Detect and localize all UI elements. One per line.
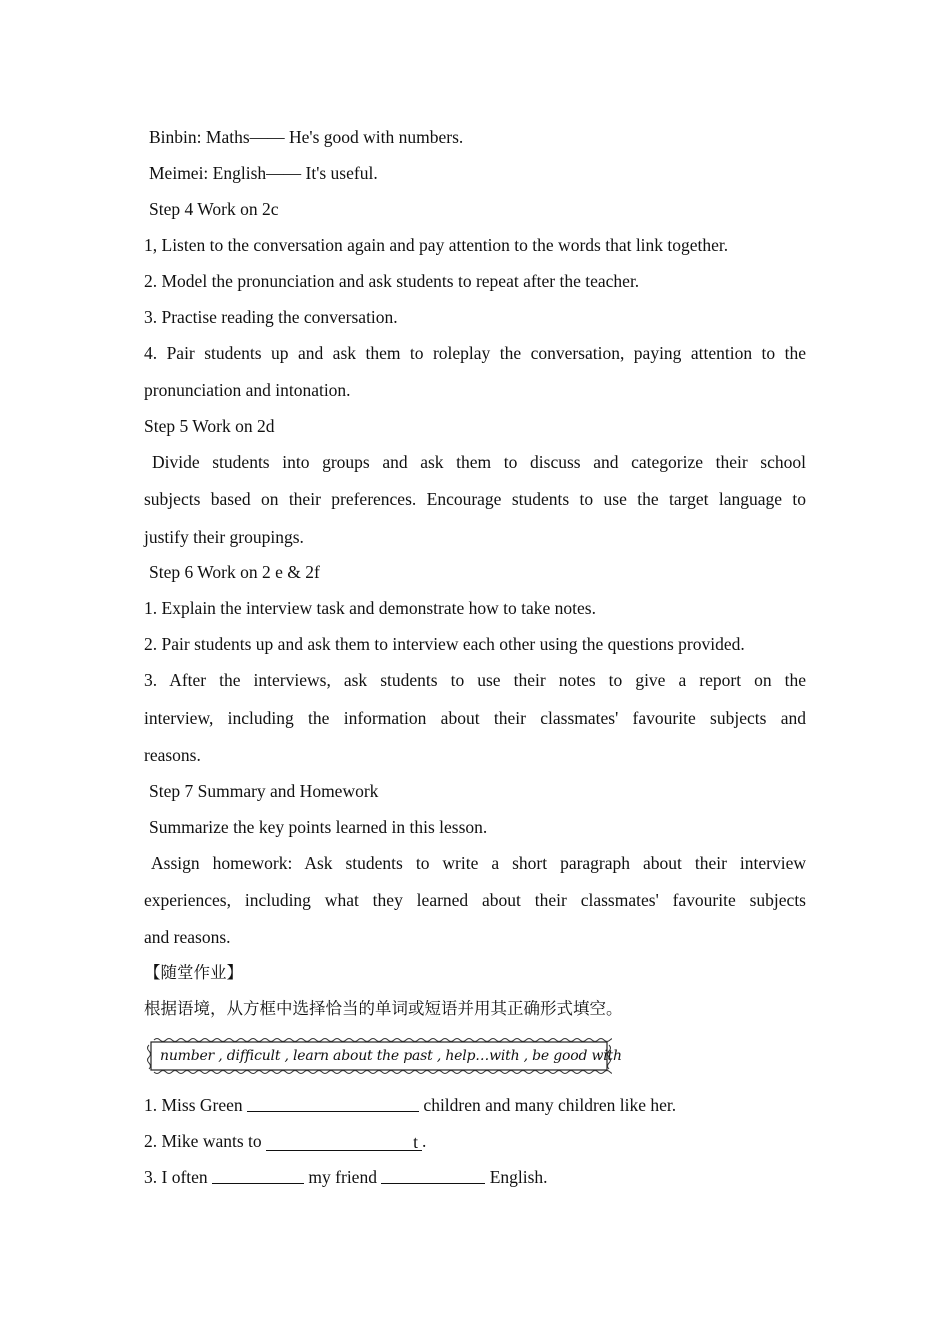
step4-item-3: 3. Practise reading the conversation. <box>144 307 398 327</box>
step5-para-line3: justify their groupings. <box>144 527 304 547</box>
step6-item-2: 2. Pair students up and ask them to interview each other using the questions provided. <box>144 634 745 654</box>
question-1-prefix: 1. Miss Green <box>144 1095 243 1115</box>
step5-heading: Step 5 Work on 2d <box>144 416 275 436</box>
step7-summary: Summarize the key points learned in this lesson. <box>149 817 488 837</box>
question-1 <box>144 1095 806 1115</box>
exercise-instruction: 根据语境，从方框中选择恰当的单词或短语并用其正确形式填空。 <box>144 999 623 1018</box>
question-3 <box>144 1167 806 1187</box>
step6-item-3-line1: 3. After the interviews, ask students to use their notes to give a report on the <box>144 670 806 690</box>
question-2-hint-letter: t <box>413 1132 419 1152</box>
step7-homework-line3: and reasons. <box>144 927 231 947</box>
word-bank-text: number , difficult , learn about the past , help…with , be good with <box>160 1048 622 1064</box>
step4-heading: Step 4 Work on 2c <box>149 199 279 219</box>
question-3-middle: my friend <box>308 1167 377 1187</box>
step7-homework-line2: experiences, including what they learned about their classmates' favourite subjects <box>144 890 806 910</box>
step4-item-1: 1, Listen to the conversation again and pay attention to the words that link together. <box>144 235 729 255</box>
step7-heading: Step 7 Summary and Homework <box>149 781 379 801</box>
step4-item-4-line2: pronunciation and intonation. <box>144 380 351 400</box>
step5-para-line2: subjects based on their preferences. Encourage students to use the target language to <box>144 489 806 509</box>
step6-item-1: 1. Explain the interview task and demonstrate how to take notes. <box>144 598 596 618</box>
dialogue-line-binbin: Binbin: Maths—— He's good with numbers. <box>149 127 464 147</box>
question-2 <box>144 1131 806 1151</box>
dialogue-line-meimei: Meimei: English—— It's useful. <box>149 163 378 183</box>
question-1-suffix: children and many children like her. <box>423 1095 677 1115</box>
step6-item-3-line2: interview, including the information about their classmates' favourite subjects and <box>144 708 806 728</box>
question-3-blank-1[interactable] <box>212 1167 304 1184</box>
question-3-prefix: 3. I often <box>144 1167 208 1187</box>
word-bank-box <box>146 1037 622 1075</box>
step6-heading: Step 6 Work on 2 e & 2f <box>149 562 320 582</box>
step4-item-2: 2. Model the pronunciation and ask students to repeat after the teacher. <box>144 271 640 291</box>
step5-para-line1: Divide students into groups and ask them to discuss and categorize their school <box>152 452 806 472</box>
question-2-prefix: 2. Mike wants to <box>144 1131 262 1151</box>
question-2-blank[interactable] <box>266 1134 422 1151</box>
exercise-heading: 【随堂作业】 <box>144 963 243 982</box>
question-3-blank-2[interactable] <box>381 1167 485 1184</box>
question-3-suffix: English. <box>489 1167 548 1187</box>
step4-item-4-line1: 4. Pair students up and ask them to roleplay the conversation, paying attention to the <box>144 343 806 363</box>
step6-item-3-line3: reasons. <box>144 745 201 765</box>
step7-homework-line1: Assign homework: Ask students to write a short paragraph about their interview <box>151 853 806 873</box>
question-1-blank[interactable] <box>247 1095 419 1112</box>
question-2-suffix: . <box>422 1131 427 1151</box>
